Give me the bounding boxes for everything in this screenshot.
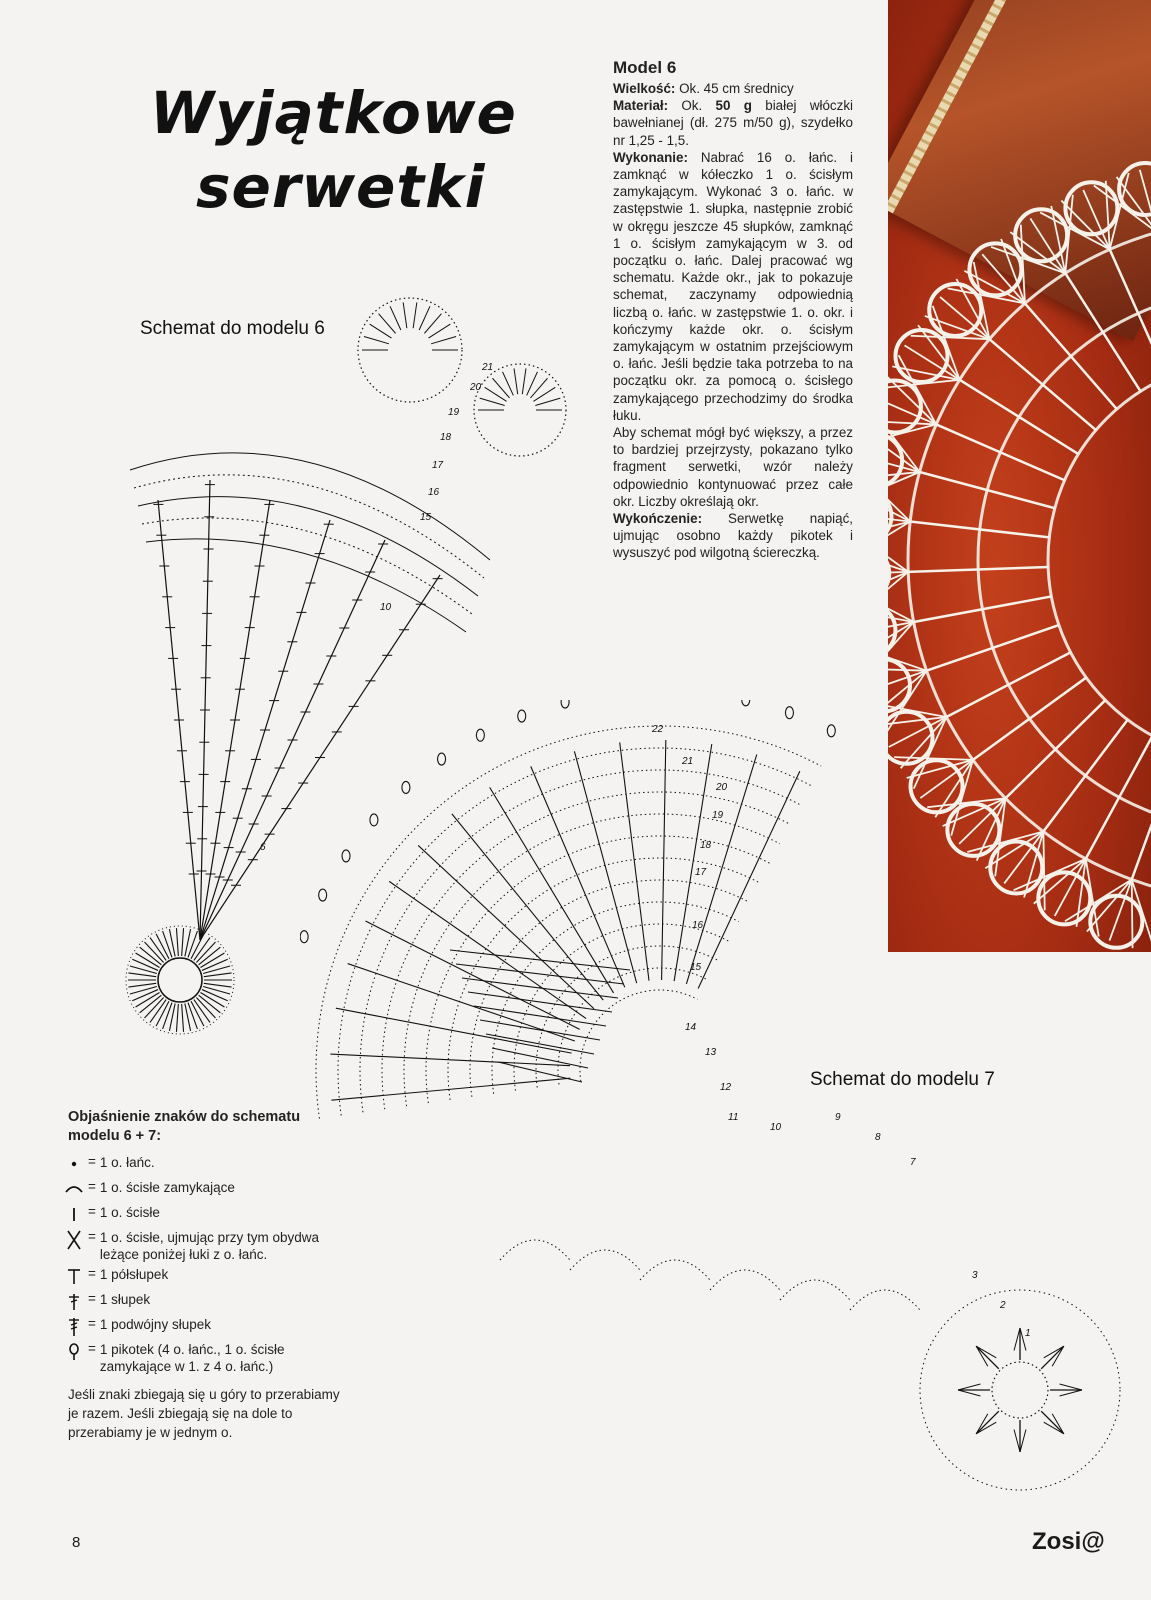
round-number: 9 bbox=[835, 1112, 841, 1123]
fan-stitch-column bbox=[620, 742, 649, 980]
execution-text: Nabrać 16 o. łańc. i zamknąć w kółeczko 1 o. ścisłym zamykającym. Wykonać 3 o. łańc. w zastępstwie 1. słupka, następnie zrobić w okręgu jeszcze 45 słupków, zamknąć 1 o. ścisłym zamykającym w 3. od początku o. łańc. Dalej pracować wg schematu. Każde okr., jak to pokazuje schemat, zaczynamy odpowiednią liczbą o. łańc. w zastępstwie 1. o. okr. i kończymy każde okr. o. ścisłym zamykającym w ostatnim przejściowym o. łańc. Jeśli będzie taka potrzeba to na początku okr. za pomocą o. ścisłego zamykającego przechodzimy do środka łuku. bbox=[613, 149, 853, 423]
fan-stitch-column bbox=[330, 1054, 570, 1066]
stitch bbox=[535, 398, 560, 405]
stitch bbox=[203, 966, 230, 974]
chain-arc bbox=[316, 726, 821, 1119]
fan-row bbox=[142, 518, 472, 614]
lace-fan-thread bbox=[1010, 232, 1065, 273]
schema-7-diagram bbox=[300, 700, 1140, 1540]
round-number: 17 bbox=[695, 867, 707, 878]
round-number: 18 bbox=[440, 432, 452, 443]
legend-equals: = bbox=[88, 1266, 96, 1281]
schema-6-label: Schemat do modelu 6 bbox=[140, 318, 325, 339]
execution-label: Wykonanie: bbox=[613, 149, 688, 165]
stitch bbox=[1014, 1328, 1020, 1350]
double-icon bbox=[60, 1291, 88, 1311]
picot bbox=[438, 753, 446, 765]
material-text: białej włóczki bawełnianej (dł. 275 m/50 g), szydełko nr 1,25 - 1,5. bbox=[613, 98, 853, 148]
round-number: 20 bbox=[470, 382, 482, 393]
stitch bbox=[1060, 1390, 1082, 1396]
chain-arc bbox=[426, 836, 770, 1103]
round-number: 14 bbox=[685, 1022, 697, 1033]
legend-equals: = bbox=[88, 1341, 96, 1356]
round-number: 21 bbox=[682, 756, 694, 767]
lace-fan-thread bbox=[899, 355, 937, 424]
lace-fan-thread bbox=[1040, 212, 1110, 249]
stitch bbox=[176, 1004, 178, 1032]
stitch bbox=[204, 983, 232, 987]
size-paragraph bbox=[613, 80, 853, 97]
chain-arc bbox=[514, 924, 728, 1091]
fan-row bbox=[146, 539, 466, 632]
arc-icon bbox=[60, 1179, 88, 1199]
fan-stitch-column bbox=[389, 881, 586, 1018]
stitch bbox=[204, 973, 232, 977]
legend-item bbox=[60, 1204, 340, 1226]
picot bbox=[342, 850, 350, 862]
lower-scallop bbox=[640, 1260, 710, 1280]
stitch bbox=[413, 302, 417, 328]
legend-equals: = bbox=[88, 1291, 96, 1306]
round-number: 20 bbox=[716, 782, 728, 793]
legend-item bbox=[60, 1341, 340, 1375]
material-paragraph bbox=[613, 97, 853, 149]
round-number: 22 bbox=[652, 724, 664, 735]
lace-fan-thread bbox=[918, 325, 960, 380]
legend-item-text: 1 podwójny słupek bbox=[99, 1317, 211, 1332]
cross-stitch-icon bbox=[60, 1229, 88, 1249]
finish-label: Wykończenie: bbox=[613, 511, 703, 527]
legend-item bbox=[60, 1154, 340, 1176]
legend-item-text: 1 o. ścisłe, ujmując przy tym obydwa leżące poniżej łuki z o. łańc. bbox=[99, 1230, 319, 1262]
legend-item bbox=[60, 1266, 340, 1288]
stitch bbox=[514, 368, 518, 394]
round-number: 16 bbox=[692, 920, 704, 931]
picot bbox=[742, 700, 750, 706]
lace-spoke bbox=[989, 339, 1095, 430]
stitch bbox=[130, 966, 157, 974]
legend-equals: = bbox=[88, 1179, 96, 1194]
legend-equals: = bbox=[88, 1204, 96, 1219]
stitch bbox=[431, 336, 456, 343]
round-number: 6 bbox=[260, 842, 266, 853]
picot bbox=[827, 725, 835, 737]
material-amount: 50 g bbox=[715, 98, 752, 114]
finish-text: Serwetkę napiąć, ujmując osobno każdy pikotek i wysuszyć pod wilgotną ściereczką. bbox=[613, 511, 853, 561]
round-number: 18 bbox=[700, 840, 712, 851]
legend-equals: = bbox=[88, 1229, 96, 1244]
stitch bbox=[182, 928, 184, 956]
legend-item-text: 1 o. łańc. bbox=[99, 1155, 155, 1170]
round-number: 12 bbox=[720, 1082, 732, 1093]
stitch bbox=[485, 387, 507, 401]
round-number: 10 bbox=[380, 602, 392, 613]
fan-stitch-column bbox=[698, 771, 800, 988]
center-ring bbox=[992, 1362, 1048, 1418]
treble-icon bbox=[60, 1316, 88, 1336]
fan-stitch-column bbox=[531, 766, 625, 987]
size-label: Wielkość: bbox=[613, 81, 676, 96]
stitch bbox=[203, 986, 230, 994]
finish-paragraph bbox=[613, 510, 853, 562]
stitch bbox=[480, 398, 505, 405]
round-number: 7 bbox=[910, 1157, 916, 1168]
round-number: 10 bbox=[770, 1122, 782, 1133]
stitch bbox=[379, 314, 396, 334]
lower-scallop bbox=[850, 1290, 920, 1310]
picot bbox=[402, 781, 410, 793]
legend-item-text: 1 słupek bbox=[99, 1292, 151, 1307]
page-title bbox=[150, 76, 570, 224]
chain-arc bbox=[470, 880, 749, 1097]
lace-fan-thread bbox=[1094, 185, 1151, 232]
stitch bbox=[364, 336, 389, 343]
lower-scallop bbox=[500, 1240, 570, 1260]
lower-scallop bbox=[780, 1280, 850, 1300]
picot bbox=[785, 707, 793, 719]
stitch bbox=[429, 324, 451, 338]
stitch bbox=[533, 387, 555, 401]
cluster-row bbox=[492, 1048, 588, 1068]
round-number: 17 bbox=[432, 460, 444, 471]
chain-arc bbox=[382, 792, 790, 1109]
stitch bbox=[182, 1004, 184, 1032]
size-text: Ok. 45 cm średnicy bbox=[675, 81, 794, 96]
lace-spoke bbox=[927, 625, 1059, 671]
fan-stitch-column bbox=[662, 740, 666, 980]
stitch bbox=[128, 973, 156, 977]
picot bbox=[300, 931, 308, 943]
legend-note: Jeśli znaki zbiegają się u góry to przerabiamy je razem. Jeśli zbiegają się na dole to przerabiamy je w jednym o. bbox=[68, 1387, 340, 1440]
fan-stitch-column bbox=[418, 845, 594, 1008]
signature: Zosi@ bbox=[1032, 1528, 1105, 1555]
execution-paragraph-2: Aby schemat mógł być większy, a przez to bardziej przejrzysty, pokazano tylko fragment serwetki, wzór należy odpowiednio kontynuować przez całe okr. Liczby określają okr. bbox=[613, 425, 853, 509]
fan-stitch-column bbox=[331, 1078, 570, 1100]
fan-stitch-column bbox=[490, 787, 614, 993]
stitch bbox=[958, 1384, 980, 1390]
lace-fan-thread bbox=[991, 247, 1065, 273]
stitch bbox=[1020, 1430, 1026, 1452]
cluster-row bbox=[498, 1062, 582, 1082]
stitch bbox=[1060, 1384, 1082, 1390]
chain-arc bbox=[338, 748, 811, 1115]
execution-paragraph bbox=[613, 149, 853, 424]
legend-item-text: 1 o. ścisłe zamykające bbox=[99, 1180, 235, 1195]
legend-equals: = bbox=[88, 1316, 96, 1331]
chain-arc bbox=[580, 990, 697, 1081]
lower-scallop bbox=[710, 1270, 780, 1290]
single-stitch-icon bbox=[60, 1204, 88, 1224]
fan-stitch-column bbox=[674, 744, 712, 981]
lace-spoke bbox=[920, 472, 1055, 508]
chain-arc bbox=[404, 814, 780, 1106]
title-line-2: serwetki bbox=[196, 153, 486, 221]
schema-7-label: Schemat do modelu 7 bbox=[810, 1069, 995, 1090]
legend-item bbox=[60, 1291, 340, 1313]
dot-icon bbox=[60, 1154, 88, 1174]
picot bbox=[518, 710, 526, 722]
lace-fan-thread bbox=[1083, 190, 1109, 249]
picot bbox=[561, 700, 569, 708]
chain-arc bbox=[360, 770, 801, 1112]
round-number: 19 bbox=[712, 810, 724, 821]
picot bbox=[319, 889, 327, 901]
stitch bbox=[130, 986, 157, 994]
picot-icon bbox=[60, 1341, 88, 1361]
chain-arc bbox=[448, 858, 759, 1100]
round-number: 11 bbox=[728, 1112, 739, 1123]
stitch bbox=[390, 306, 401, 330]
model-6-description bbox=[613, 58, 853, 562]
legend-item-text: 1 pikotek (4 o. łańc., 1 o. ścisłe zamykające w 1. z 4 o. łańc.) bbox=[99, 1342, 285, 1374]
legend-item-text: 1 o. ścisłe bbox=[99, 1205, 160, 1220]
legend-item bbox=[60, 1229, 340, 1263]
stitch bbox=[424, 314, 441, 334]
center-ring bbox=[158, 958, 202, 1002]
stitch bbox=[403, 302, 407, 328]
round-number: 13 bbox=[705, 1047, 717, 1058]
lace-spoke bbox=[1025, 303, 1117, 409]
round-number: 15 bbox=[420, 512, 432, 523]
material-label: Materiał: bbox=[613, 98, 669, 114]
stitch bbox=[522, 368, 526, 394]
material-pre: Ok. bbox=[668, 98, 716, 114]
lace-fan-thread bbox=[888, 622, 914, 681]
round-number: 16 bbox=[428, 487, 440, 498]
round-number: 2 bbox=[1000, 1300, 1006, 1311]
legend-item bbox=[60, 1179, 340, 1201]
lower-scallop bbox=[570, 1250, 640, 1270]
legend-equals: = bbox=[88, 1154, 96, 1169]
legend-title: Objaśnienie znaków do schematu modelu 6 + 7: bbox=[68, 1109, 301, 1144]
round-number: 21 bbox=[482, 362, 494, 373]
lace-spoke bbox=[1110, 249, 1151, 377]
stitch bbox=[370, 324, 392, 338]
round-number: 8 bbox=[875, 1132, 881, 1143]
title-line-1: Wyjątkowe bbox=[150, 79, 517, 147]
picot bbox=[370, 814, 378, 826]
legend-rows bbox=[60, 1154, 340, 1375]
legend-item bbox=[60, 1316, 340, 1338]
half-double-icon bbox=[60, 1266, 88, 1286]
stitch bbox=[1014, 1430, 1020, 1452]
round-number: 19 bbox=[448, 407, 460, 418]
stitch bbox=[128, 983, 156, 987]
picot bbox=[476, 729, 484, 741]
page-number: 8 bbox=[72, 1534, 81, 1551]
symbol-legend bbox=[60, 1108, 340, 1442]
round-number: 3 bbox=[972, 1270, 978, 1281]
round-number: 15 bbox=[690, 962, 702, 973]
lace-scallop bbox=[888, 434, 902, 486]
legend-item-text: 1 półsłupek bbox=[99, 1267, 169, 1282]
round-number: 1 bbox=[1025, 1328, 1031, 1339]
model-heading: Model 6 bbox=[613, 58, 677, 77]
stitch bbox=[419, 306, 430, 330]
outer-chain-ring bbox=[920, 1290, 1120, 1490]
stitch bbox=[176, 928, 178, 956]
stitch bbox=[958, 1390, 980, 1396]
fan-stitch-column bbox=[574, 751, 636, 983]
